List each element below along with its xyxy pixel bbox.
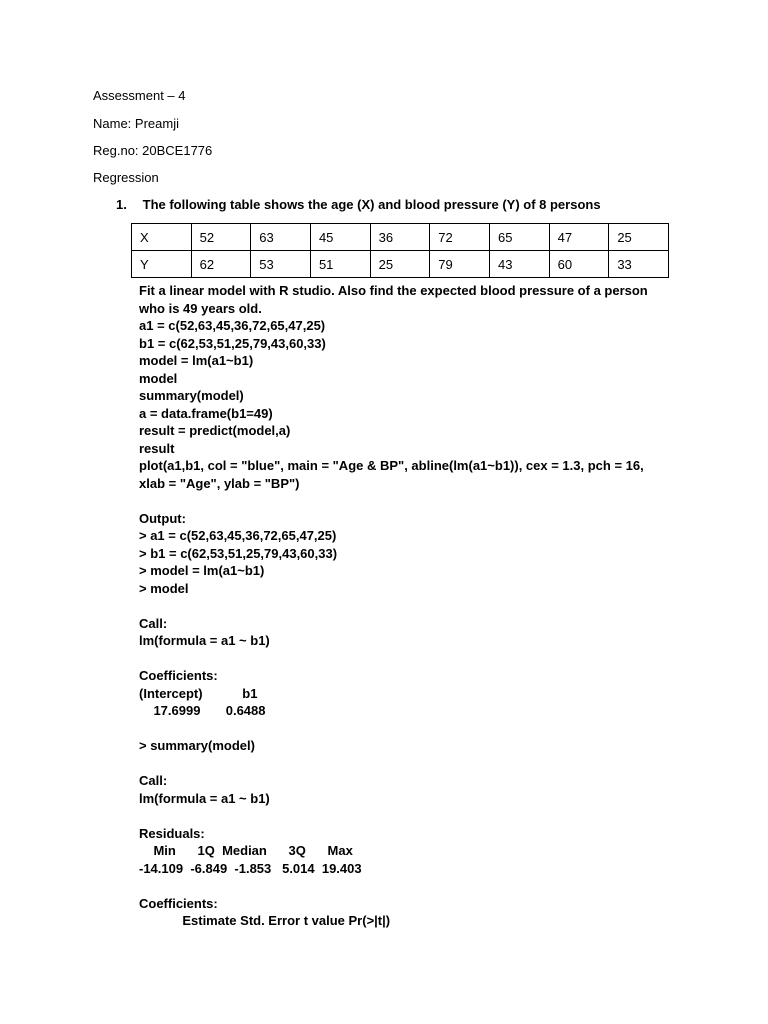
age-bp-table — [131, 223, 669, 278]
registration-number: Reg.no: 20BCE1776 — [93, 143, 213, 158]
topic-heading: Regression — [93, 170, 159, 185]
call-formula: lm(formula = a1 ~ b1) — [139, 790, 270, 806]
console-line: > a1 = c(52,63,45,36,72,65,47,25) — [139, 528, 337, 543]
call-formula: lm(formula = a1 ~ b1) — [139, 633, 270, 648]
code-line: result = predict(model,a) — [139, 423, 291, 438]
coefficients-values: 17.6999 0.6488 — [139, 703, 273, 718]
coefficients-table-header: Estimate Std. Error t value Pr(>|t|) — [139, 913, 391, 928]
table-row-y — [132, 251, 669, 278]
task-text: Fit a linear model with R studio. Also find the expected blood pressure of a person who is 49 years old. — [139, 283, 648, 316]
code-line: summary(model) — [139, 388, 244, 403]
code-line: result — [139, 440, 175, 456]
code-line: plot(a1,b1, col = "blue", main = "Age & BP", abline(lm(a1~b1)), cex = 1.3, pch = 16, xlab = "Age", ylab = "BP") — [139, 458, 644, 491]
code-line: b1 = c(62,53,51,25,79,43,60,33) — [139, 335, 326, 351]
table-cell: 52 — [191, 224, 251, 251]
code-line: a = data.frame(b1=49) — [139, 405, 273, 421]
table-cell: 53 — [251, 251, 311, 278]
table-cell: 72 — [430, 224, 490, 251]
table-cell: 51 — [310, 251, 370, 278]
residuals-header: Min 1Q Median 3Q Max — [139, 843, 357, 858]
call-label: Call: — [139, 773, 168, 788]
residuals-values: -14.109 -6.849 -1.853 5.014 19.403 — [139, 860, 366, 876]
question-1 — [116, 197, 601, 213]
table-cell: 79 — [430, 251, 490, 278]
code-line: model = lm(a1~b1) — [139, 353, 254, 368]
table-cell: 63 — [251, 224, 311, 251]
table-cell: 36 — [370, 224, 430, 251]
coefficients-label: Coefficients: — [139, 668, 218, 683]
console-line: > summary(model) — [139, 738, 255, 753]
student-name: Name: Preamji — [93, 116, 179, 131]
table-cell: 62 — [191, 251, 251, 278]
table-cell: 45 — [310, 224, 370, 251]
console-line: > model — [139, 580, 189, 596]
question-number: 1. — [116, 197, 127, 212]
table-cell: Y — [132, 251, 192, 278]
table-row-x — [132, 224, 669, 251]
coefficients-header: (Intercept) b1 — [139, 685, 265, 701]
coefficients-label: Coefficients: — [139, 895, 218, 911]
residuals-label: Residuals: — [139, 825, 205, 841]
assessment-title: Assessment – 4 — [93, 88, 186, 103]
table-cell: 33 — [609, 251, 669, 278]
console-line: > model = lm(a1~b1) — [139, 563, 265, 578]
answer-body — [139, 282, 664, 930]
output-label: Output: — [139, 510, 186, 526]
code-line: a1 = c(52,63,45,36,72,65,47,25) — [139, 318, 326, 333]
table-cell: 65 — [489, 224, 549, 251]
code-line: model — [139, 370, 178, 386]
table-cell: 60 — [549, 251, 609, 278]
table-cell: 25 — [609, 224, 669, 251]
table-cell: 43 — [489, 251, 549, 278]
table-cell: 47 — [549, 224, 609, 251]
table-cell: 25 — [370, 251, 430, 278]
question-text: The following table shows the age (X) and blood pressure (Y) of 8 persons — [142, 197, 601, 212]
call-label: Call: — [139, 615, 168, 631]
console-line: > b1 = c(62,53,51,25,79,43,60,33) — [139, 545, 338, 561]
table-cell: X — [132, 224, 192, 251]
